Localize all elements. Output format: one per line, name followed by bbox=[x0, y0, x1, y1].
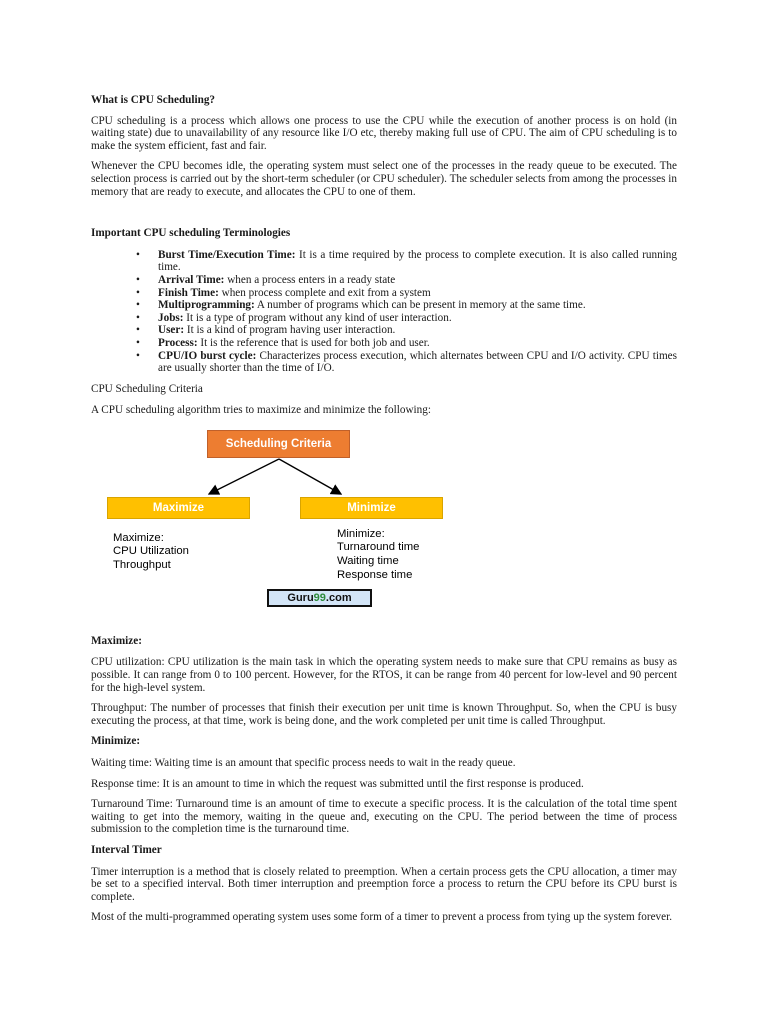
term-description: It is a kind of program having user interaction. bbox=[184, 324, 396, 337]
maximize-criteria-list bbox=[113, 532, 189, 573]
maximize-box: Maximize bbox=[107, 497, 250, 519]
badge-suffix: .com bbox=[325, 591, 352, 604]
paragraph-timer-interruption: Timer interruption is a method that is closely related to preemption. When a certain process gets the CPU allocation, a timer may be set to a specified interval. Both timer interruption and preemption force a process to return the CPU before its CPU burst is complete. bbox=[91, 865, 677, 903]
badge-accent: 99 bbox=[313, 591, 326, 604]
list-item bbox=[158, 274, 677, 287]
paragraph-cpu-scheduling-definition: CPU scheduling is a process which allows one process to use the CPU while the execution of another process is on hold (in waiting state) due to unavailability of any resource like I/O etc, thereby making full use of CPU. The aim of CPU scheduling is to make the system efficient, fast and fair. bbox=[91, 114, 677, 152]
term-label: CPU/IO burst cycle: bbox=[158, 349, 257, 362]
diagram-arrows bbox=[91, 424, 677, 630]
term-label: Jobs: bbox=[158, 311, 184, 324]
term-label: Finish Time: bbox=[158, 286, 219, 299]
scheduling-criteria-diagram bbox=[91, 424, 677, 630]
arrow-to-maximize bbox=[209, 459, 279, 494]
heading-minimize: Minimize: bbox=[91, 735, 141, 748]
terminology-list bbox=[91, 249, 677, 375]
minimize-criteria-list bbox=[337, 528, 419, 582]
term-label: Multiprogramming: bbox=[158, 299, 255, 312]
minimize-box: Minimize bbox=[300, 497, 443, 519]
list-item bbox=[158, 249, 677, 274]
heading-terminologies: Important CPU scheduling Terminologies bbox=[91, 227, 291, 240]
criteria-item: Waiting time bbox=[337, 555, 399, 568]
badge-text: Guru bbox=[287, 591, 314, 604]
term-label: Arrival Time: bbox=[158, 273, 225, 286]
term-description: when a process enters in a ready state bbox=[224, 273, 396, 286]
paragraph-throughput: Throughput: The number of processes that finish their execution per unit time is known Throughput. So, when the CPU is busy executing the process, at that time, work is being done, and the work completed per unit time is called Throughput. bbox=[91, 702, 677, 727]
term-description: Characterizes process execution, which alternates between CPU and I/O activity. CPU times are usually shorter than the time of I/O. bbox=[158, 349, 677, 375]
term-description: It is a type of program without any kind of user interaction. bbox=[183, 311, 452, 324]
term-description: It is the reference that is used for both job and user. bbox=[197, 336, 430, 349]
heading-maximize: Maximize: bbox=[91, 634, 142, 647]
heading-scheduling-criteria: CPU Scheduling Criteria bbox=[91, 382, 203, 395]
criteria-item: Maximize: bbox=[113, 531, 164, 544]
paragraph-waiting-time: Waiting time: Waiting time is an amount that specific process needs to wait in the ready queue. bbox=[91, 757, 516, 770]
list-item bbox=[158, 337, 677, 350]
term-label: User: bbox=[158, 324, 185, 337]
criteria-item: Turnaround time bbox=[337, 541, 420, 554]
arrow-to-minimize bbox=[279, 459, 341, 494]
paragraph-multiprogrammed-timer: Most of the multi-programmed operating system uses some form of a timer to prevent a process from tying up the system forever. bbox=[91, 911, 672, 924]
paragraph-turnaround-time: Turnaround Time: Turnaround time is an amount of time to execute a specific process. It is the calculation of the total time spent waiting to get into the memory, waiting in the queue and, executing on the CPU. The period between the time of process submission to the completion time is the turnaround time. bbox=[91, 798, 677, 836]
term-label: Burst Time/Execution Time: bbox=[158, 248, 296, 261]
list-item bbox=[158, 299, 677, 312]
paragraph-criteria-intro: A CPU scheduling algorithm tries to maximize and minimize the following: bbox=[91, 404, 431, 417]
document-content bbox=[91, 94, 677, 924]
criteria-item: CPU Utilization bbox=[113, 545, 189, 558]
list-item bbox=[158, 312, 677, 325]
paragraph-cpu-utilization: CPU utilization: CPU utilization is the main task in which the operating system needs to make sure that CPU remains as busy as possible. It can range from 0 to 100 percent. However, for the RTOS, it can be range from 40 percent for low-level and 90 percent for the high-level system. bbox=[91, 656, 677, 694]
criteria-item: Response time bbox=[337, 568, 413, 581]
criteria-item: Throughput bbox=[113, 559, 171, 572]
term-description: A number of programs which can be present in memory at the same time. bbox=[254, 299, 586, 312]
list-item bbox=[158, 324, 677, 337]
criteria-item: Minimize: bbox=[337, 527, 385, 540]
list-item bbox=[158, 350, 677, 375]
paragraph-response-time: Response time: It is an amount to time in which the request was submitted until the first response is produced. bbox=[91, 777, 584, 790]
list-item bbox=[158, 287, 677, 300]
heading-interval-timer: Interval Timer bbox=[91, 844, 162, 856]
paragraph-cpu-idle: Whenever the CPU becomes idle, the operating system must select one of the processes in the ready queue to be executed. The selection process is carried out by the short-term scheduler (or CPU scheduler). The scheduler selects from among the processes in memory that are ready to execute, and allocates the CPU to one of them. bbox=[91, 160, 677, 198]
term-description: It is a time required by the process to complete execution. It is also called running time. bbox=[158, 248, 677, 274]
term-description: when process complete and exit from a system bbox=[218, 286, 431, 299]
guru99-watermark bbox=[267, 589, 372, 607]
term-label: Process: bbox=[158, 336, 198, 349]
heading-what-is-cpu-scheduling: What is CPU Scheduling? bbox=[91, 94, 216, 106]
scheduling-criteria-box: Scheduling Criteria bbox=[207, 430, 350, 458]
